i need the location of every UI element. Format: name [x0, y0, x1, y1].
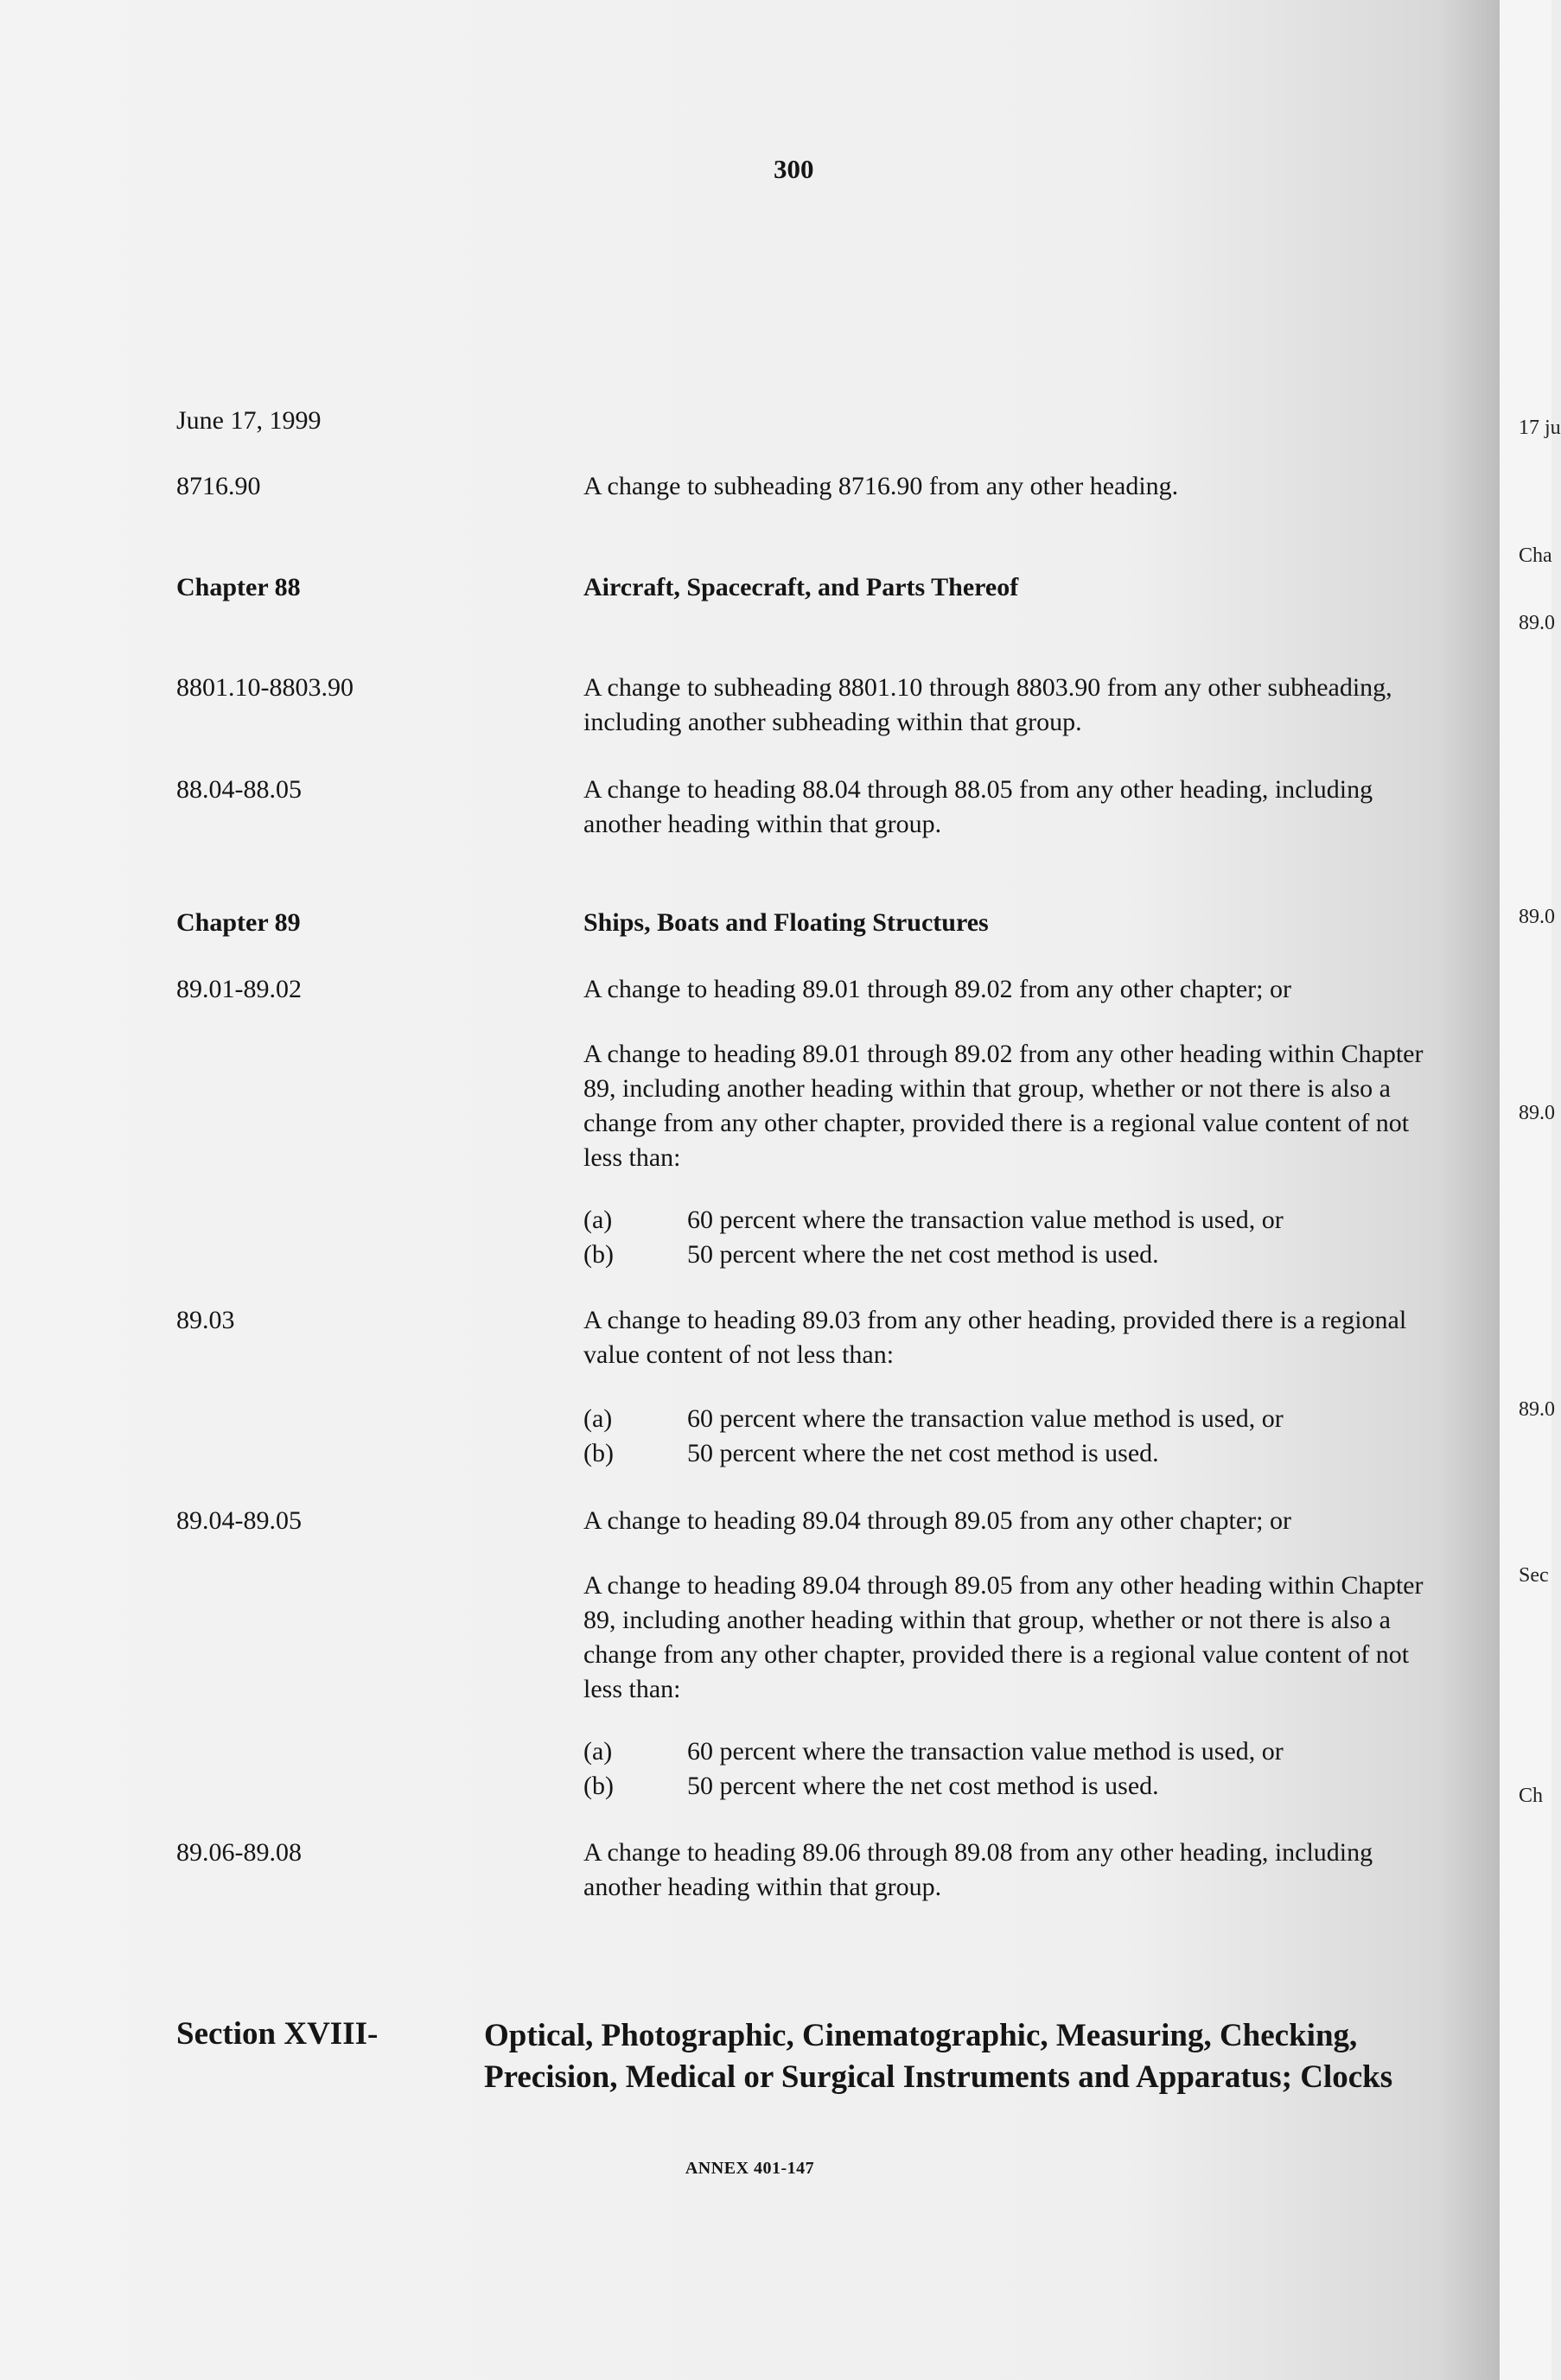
rule-paragraph: A change to heading 89.04 through 89.05 from any other heading within Chapter 89, including another heading within that group, whether or not there is also a change from any other chapter, provided there is a regional value content of not less than:	[583, 1571, 1424, 1703]
entry-text	[583, 1504, 1439, 1538]
entry-code: 8716.90	[176, 472, 261, 500]
condition-list	[583, 1203, 1439, 1272]
adjacent-page-edge	[1500, 0, 1561, 2380]
entry-text	[583, 972, 1439, 1007]
rule-paragraph: A change to heading 89.01 through 89.02 from any other heading within Chapter 89, including another heading within that group, whether or not there is also a change from any other chapter, provided there is a regional value content of not less than:	[583, 1040, 1424, 1172]
entry-text	[583, 1303, 1439, 1372]
entry-text	[583, 1836, 1439, 1905]
condition-item	[583, 1734, 1439, 1769]
rule-paragraph: A change to heading 89.03 from any other heading, provided there is a regional value content of not less than:	[583, 1306, 1407, 1369]
entry-text	[583, 469, 1439, 504]
condition-text: 50 percent where the net cost method is used.	[687, 1439, 1159, 1467]
annex-footer: ANNEX 401-147	[685, 2159, 815, 2178]
condition-marker: (a)	[583, 1206, 613, 1234]
condition-marker: (a)	[583, 1737, 613, 1766]
condition-marker: (b)	[583, 1439, 614, 1467]
adjacent-page-fragment: Sec	[1519, 1564, 1549, 1587]
chapter-label: Chapter 89	[176, 908, 301, 937]
entry-code: 89.04-89.05	[176, 1506, 302, 1535]
condition-item	[583, 1203, 1439, 1238]
entry-code: 89.03	[176, 1306, 235, 1334]
condition-marker: (b)	[583, 1240, 614, 1269]
adjacent-page-fragment: 89.0	[1519, 1102, 1555, 1124]
chapter-title: Ships, Boats and Floating Structures	[583, 908, 989, 937]
rule-paragraph: A change to subheading 8801.10 through 8803.90 from any other subheading, including another subheading within that group.	[583, 673, 1392, 736]
entry-code: 8801.10-8803.90	[176, 673, 354, 702]
condition-marker: (a)	[583, 1404, 613, 1433]
adjacent-page-fragment: Ch	[1519, 1785, 1544, 1807]
page-number: 300	[774, 154, 814, 184]
condition-text: 50 percent where the net cost method is used.	[687, 1772, 1159, 1800]
rule-paragraph: A change to heading 89.06 through 89.08 from any other heading, including another heading within that group.	[583, 1838, 1373, 1901]
entry-code: 88.04-88.05	[176, 775, 302, 804]
adjacent-page-fragment: Cha	[1519, 544, 1552, 567]
section-title-line: Precision, Medical or Surgical Instruments and Apparatus; Clocks	[484, 2059, 1393, 2095]
entry-text	[583, 1037, 1439, 1175]
condition-marker: (b)	[583, 1772, 614, 1800]
condition-text: 50 percent where the net cost method is used.	[687, 1240, 1159, 1269]
condition-text: 60 percent where the transaction value method is used, or	[687, 1404, 1284, 1433]
condition-item	[583, 1769, 1439, 1804]
chapter-title: Aircraft, Spacecraft, and Parts Thereof	[583, 573, 1019, 601]
condition-item	[583, 1436, 1439, 1471]
condition-list	[583, 1402, 1439, 1471]
entry-code: 89.06-89.08	[176, 1838, 302, 1867]
section-title	[484, 2015, 1469, 2098]
rule-paragraph: A change to subheading 8716.90 from any other heading.	[583, 472, 1179, 500]
adjacent-page-fragment: 89.0	[1519, 1398, 1555, 1421]
condition-item	[583, 1402, 1439, 1436]
condition-list	[583, 1734, 1439, 1804]
section-title-line: Optical, Photographic, Cinematographic, Measuring, Checking,	[484, 2018, 1358, 2053]
document-date: June 17, 1999	[176, 406, 322, 435]
entry-text	[583, 773, 1439, 842]
rule-paragraph: A change to heading 88.04 through 88.05 from any other heading, including another heading within that group.	[583, 775, 1373, 838]
chapter-label: Chapter 88	[176, 573, 301, 601]
condition-item	[583, 1238, 1439, 1272]
entry-text	[583, 1569, 1439, 1707]
entry-code: 89.01-89.02	[176, 975, 302, 1003]
condition-text: 60 percent where the transaction value method is used, or	[687, 1206, 1284, 1234]
rule-paragraph: A change to heading 89.01 through 89.02 from any other chapter; or	[583, 975, 1291, 1003]
entry-text	[583, 671, 1439, 740]
adjacent-page-fragment: 89.0	[1519, 906, 1555, 928]
rule-paragraph: A change to heading 89.04 through 89.05 from any other chapter; or	[583, 1506, 1291, 1535]
condition-text: 60 percent where the transaction value method is used, or	[687, 1737, 1284, 1766]
section-label: Section XVIII-	[176, 2016, 379, 2052]
adjacent-page-fragment: 89.0	[1519, 612, 1555, 634]
adjacent-page-fragment: 17 ju	[1519, 417, 1561, 439]
